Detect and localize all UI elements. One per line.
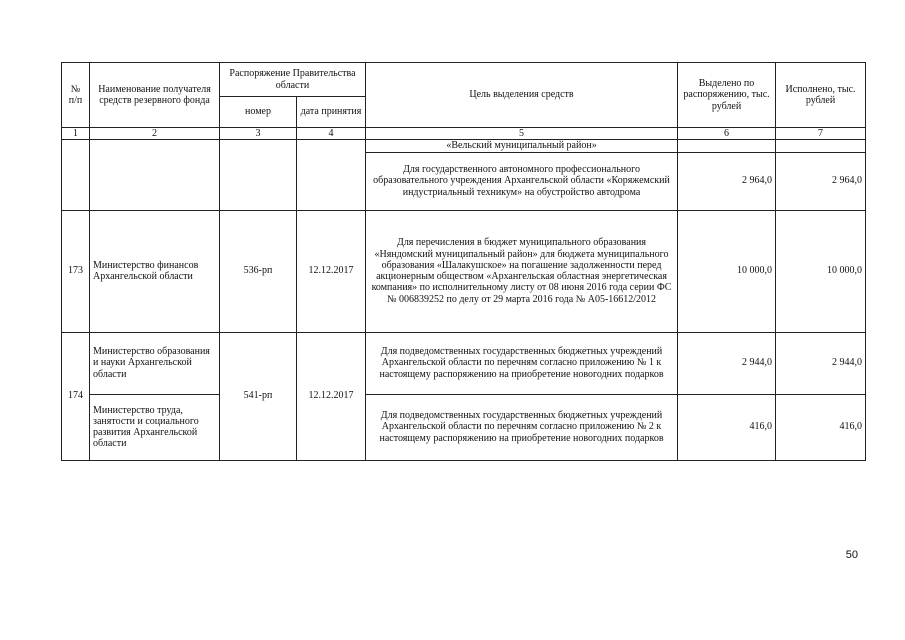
district-label: «Вельский муниципальный район» <box>366 140 678 152</box>
allocated-cell: 2 964,0 <box>678 152 776 210</box>
purpose-cell: Для перечисления в бюджет муниципального образования «Няндомский муниципальный район» для бюджета муниципального образования «Шалакушское» на погашение задолженности перед акционерным обществом «Архангельская областная энергетическая компания» по исполнительному листу от 08 июня 2016 года серии ФС № 006839252 по делу от 29 марта 2016 года № А05-16612/2012 <box>366 210 678 332</box>
executed-cell: 416,0 <box>776 394 866 460</box>
order-date-cell: 12.12.2017 <box>297 210 366 332</box>
column-number: 2 <box>90 128 220 140</box>
empty-cell <box>90 140 220 210</box>
column-number: 5 <box>366 128 678 140</box>
header-order-date: дата принятия <box>297 97 366 128</box>
executed-cell: 2 964,0 <box>776 152 866 210</box>
allocated-cell: 416,0 <box>678 394 776 460</box>
header-order-number: номер <box>220 97 297 128</box>
empty-cell <box>220 140 297 210</box>
row-number: 174 <box>62 332 90 460</box>
header-purpose: Цель выделения средств <box>366 63 678 128</box>
empty-cell <box>776 140 866 152</box>
executed-cell: 2 944,0 <box>776 332 866 394</box>
recipient-cell: Министерство финансов Архангельской области <box>90 210 220 332</box>
recipient-cell: Министерство образования и науки Архангельской области <box>90 332 220 394</box>
order-number-cell: 536-рп <box>220 210 297 332</box>
header-executed: Исполнено, тыс. рублей <box>776 63 866 128</box>
row-number: 173 <box>62 210 90 332</box>
header-num: № п/п <box>62 63 90 128</box>
allocated-cell: 10 000,0 <box>678 210 776 332</box>
purpose-cell: Для подведомственных государственных бюджетных учреждений Архангельской области по перечням согласно приложению № 1 к настоящему распоряжению на приобретение новогодних подарков <box>366 332 678 394</box>
order-number-cell: 541-рп <box>220 332 297 460</box>
header-order: Распоряжение Правительства области <box>220 63 366 97</box>
order-date-cell: 12.12.2017 <box>297 332 366 460</box>
column-number: 3 <box>220 128 297 140</box>
reserve-fund-table <box>61 62 866 461</box>
purpose-cell: Для подведомственных государственных бюджетных учреждений Архангельской области по перечням согласно приложению № 2 к настоящему распоряжению на приобретение новогодних подарков <box>366 394 678 460</box>
column-number: 1 <box>62 128 90 140</box>
empty-cell <box>297 140 366 210</box>
allocated-cell: 2 944,0 <box>678 332 776 394</box>
column-number: 7 <box>776 128 866 140</box>
header-allocated: Выделено по распоряжению, тыс. рублей <box>678 63 776 128</box>
empty-cell <box>678 140 776 152</box>
executed-cell: 10 000,0 <box>776 210 866 332</box>
header-recipient: Наименование получателя средств резервного фонда <box>90 63 220 128</box>
recipient-cell: Министерство труда, занятости и социального развития Архангельской области <box>90 394 220 460</box>
column-number: 6 <box>678 128 776 140</box>
empty-cell <box>62 140 90 210</box>
page-number: 50 <box>845 549 858 561</box>
column-number: 4 <box>297 128 366 140</box>
purpose-cell: Для государственного автономного профессионального образовательного учреждения Архангельской области «Коряжемский индустриальный техникум» на обустройство автодрома <box>366 152 678 210</box>
